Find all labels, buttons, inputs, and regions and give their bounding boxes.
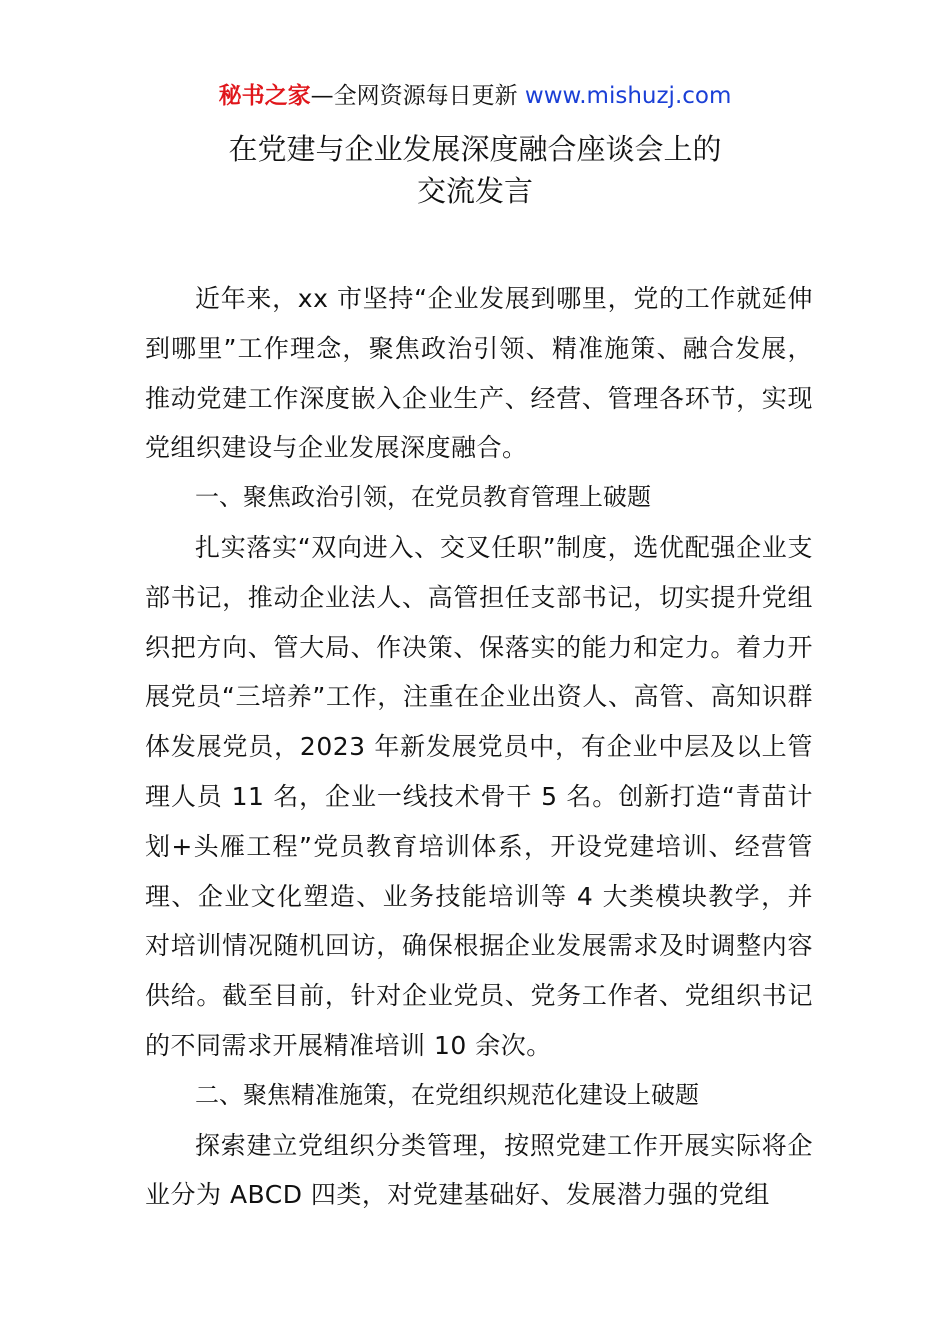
paragraph-intro: 近年来，xx 市坚持“企业发展到哪里，党的工作就延伸到哪里”工作理念，聚焦政治引领、精准施策、融合发展，推动党建工作深度嵌入企业生产、经营、管理各环节，实现党组织建设与企业发展深度融合。 [145, 284, 813, 463]
section-heading-2: 二、聚焦精准施策，在党组织规范化建设上破题 [195, 1080, 699, 1109]
title-line-1: 在党建与企业发展深度融合座谈会上的 [228, 132, 722, 166]
header-tagline: —全网资源每日更新 [310, 83, 518, 109]
site-url[interactable]: www.mishuzj.com [524, 83, 732, 109]
document-title [0, 128, 950, 212]
section-heading-1: 一、聚焦政治引领，在党员教育管理上破题 [195, 483, 651, 512]
document-body [145, 274, 813, 1220]
site-header [0, 80, 950, 112]
paragraph-section-1: 扎实落实“双向进入、交叉任职”制度，选优配强企业支部书记，推动企业法人、高管担任支部书记，切实提升党组织把方向、管大局、作决策、保落实的能力和定力。着力开展党员“三培养”工作，注重在企业出资人、高管、高知识群体发展党员，2023 年新发展党员中，有企业中层及以上管理人员 11 名，企业一线技术骨干 5 名。创新打造“青苗计划+头雁工程”党员教育培训体系，开设党建培训、经营管理、企业文化塑造、业务技能培训等 4 大类模块教学，并对培训情况随机回访，确保根据企业发展需求及时调整内容供给。截至目前，针对企业党员、党务工作者、党组织书记的不同需求开展精准培训 10 余次。 [145, 532, 813, 1060]
title-line-2: 交流发言 [416, 174, 533, 208]
brand-name: 秘书之家 [218, 83, 311, 109]
paragraph-section-2: 探索建立党组织分类管理，按照党建工作开展实际将企业分为 ABCD 四类，对党建基础好、发展潜力强的党组 [145, 1130, 813, 1210]
